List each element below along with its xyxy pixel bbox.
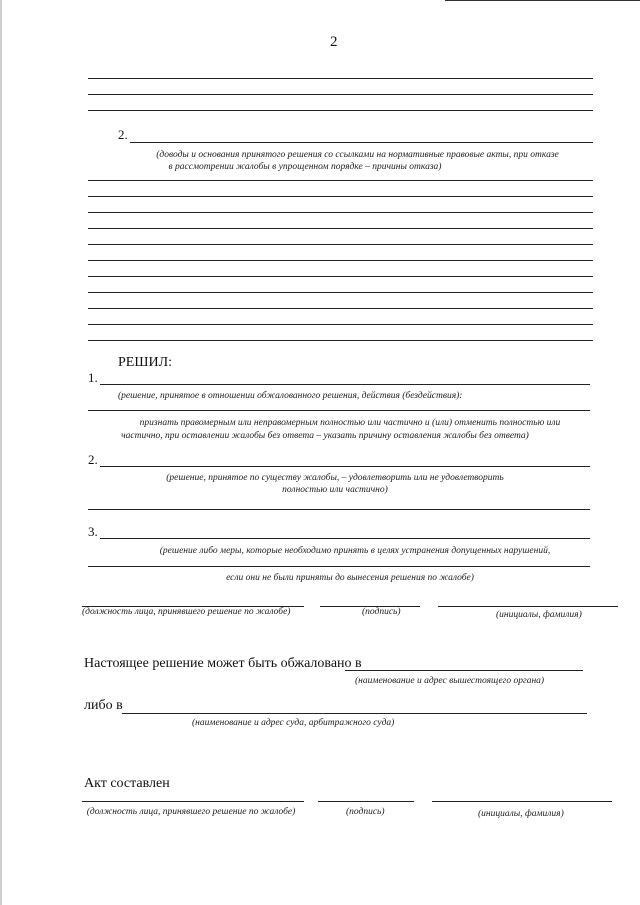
- court-caption: (наименование и адрес суда, арбитражного суда): [192, 718, 395, 728]
- sign2-name-line: [432, 801, 612, 802]
- decision1-text-1: признать правомерным или неправомерным полностью или частично и (или) отменить полностью или: [139, 418, 561, 428]
- decision3-caption-2: если они не были приняты до вынесения решения по жалобе): [226, 573, 474, 583]
- decision1-line: [100, 384, 590, 385]
- decision3-line: [100, 538, 590, 539]
- decision1-caption: (решение, принятое в отношении обжалованного решения, действия (бездействия):: [118, 391, 463, 401]
- scan-top-edge: [445, 0, 640, 1]
- decision2-caption-2: полностью или частично): [282, 485, 388, 495]
- blank-line: [88, 292, 593, 293]
- decision3-line-2: [88, 566, 590, 567]
- scan-edge: [0, 0, 2, 905]
- appeal-line: [345, 670, 583, 671]
- blank-line: [88, 260, 593, 261]
- blank-line: [88, 78, 593, 79]
- sign2-signature-label: (подпись): [346, 807, 385, 817]
- item2-number: 2.: [118, 127, 128, 142]
- act-compiled: Акт составлен: [84, 776, 170, 791]
- decision2-number: 2.: [88, 452, 98, 467]
- sign1-name-line: [438, 606, 618, 607]
- blank-line: [88, 228, 593, 229]
- decision2-line-2: [88, 509, 590, 510]
- decided-heading: РЕШИЛ:: [118, 355, 172, 370]
- decision3-caption-1: (решение либо меры, которые необходимо принять в целях устранения допущенных нарушений,: [159, 546, 551, 556]
- decision1-text-2: частично, при оставлении жалобы без ответа – указать причину оставления жалобы без ответа): [121, 431, 529, 441]
- blank-line: [88, 324, 593, 325]
- decision2-caption-1: (решение, принятое по существу жалобы, – удовлетворить или не удовлетворить: [166, 473, 504, 483]
- item2-caption-2: в рассмотрении жалобы в упрощенном порядке – причины отказа): [168, 162, 442, 172]
- sign2-signature-line: [318, 801, 414, 802]
- decision1-number: 1.: [88, 370, 98, 385]
- decision1-line-2: [88, 410, 590, 411]
- item2-line: [130, 142, 593, 143]
- appeal-caption: (наименование и адрес вышестоящего органа): [355, 676, 545, 686]
- court-line: [122, 713, 587, 714]
- decision2-line: [100, 466, 590, 467]
- blank-line: [88, 212, 593, 213]
- blank-line: [88, 340, 593, 341]
- blank-line: [88, 110, 593, 111]
- blank-line: [88, 244, 593, 245]
- sign2-position-label: (должность лица, принявшего решение по жалобе): [86, 807, 296, 817]
- or-text: либо в: [84, 698, 123, 713]
- blank-line: [88, 180, 593, 181]
- sign1-signature-label: (подпись): [362, 607, 401, 617]
- sign1-name-label: (инициалы, фамилия): [496, 610, 582, 620]
- blank-line: [88, 276, 593, 277]
- page-number: 2: [330, 34, 338, 50]
- blank-line: [88, 196, 593, 197]
- sign1-position-label: (должность лица, принявшего решение по жалобе): [82, 607, 291, 617]
- blank-line: [88, 308, 593, 309]
- blank-line: [88, 94, 593, 95]
- sign2-position-line: [82, 801, 304, 802]
- item2-caption-1: (доводы и основания принятого решения со ссылками на нормативные правовые акты, при отказе: [156, 150, 559, 160]
- decision3-number: 3.: [88, 524, 98, 539]
- sign2-name-label: (инициалы, фамилия): [478, 809, 564, 819]
- appeal-text: Настоящее решение может быть обжаловано в: [84, 656, 362, 671]
